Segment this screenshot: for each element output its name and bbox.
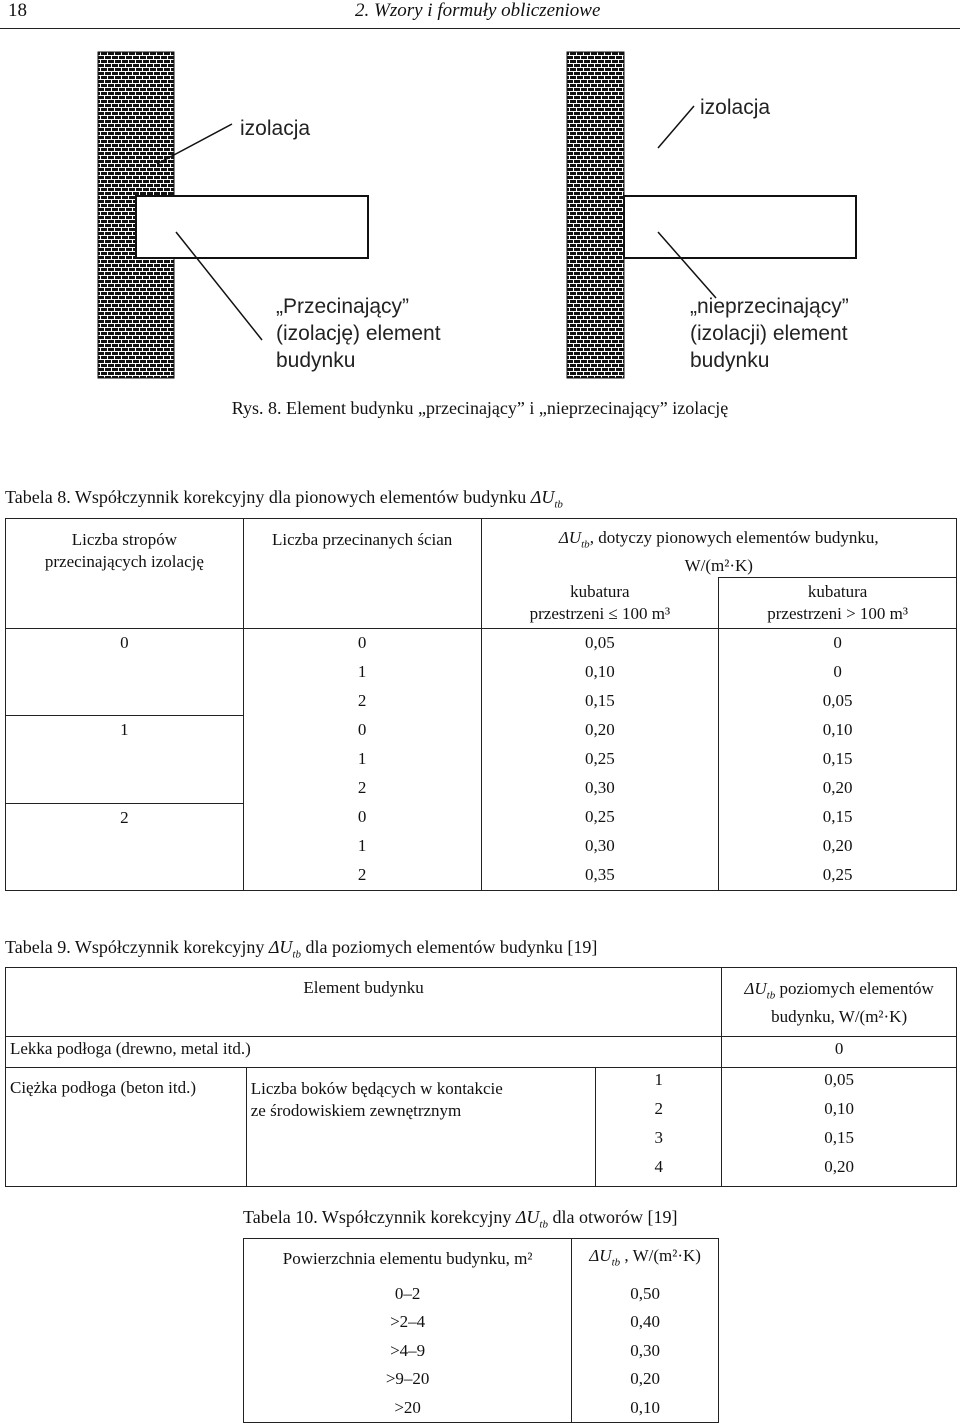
t8-subheader-large: kubatura przestrzeni > 100 m³ [719, 578, 957, 629]
right-insulation-label: izolacja [700, 96, 771, 119]
t8-cell-b: 0,20 [719, 774, 957, 803]
t8-cell-a: 0,15 [481, 687, 719, 716]
t10-header-area: Powierzchnia elementu budynku, m² [244, 1239, 572, 1280]
t8-cell-a: 0,25 [481, 745, 719, 774]
table-row [244, 1365, 719, 1394]
t10-cell-v: 0,40 [572, 1308, 719, 1337]
table-row [6, 629, 957, 658]
t9-sides-value: 0,10 [722, 1099, 957, 1128]
t8-cell-a: 0,20 [481, 716, 719, 745]
table-row [244, 1394, 719, 1423]
right-element-label [690, 293, 849, 374]
table9 [5, 967, 957, 1187]
table8 [5, 518, 957, 891]
table10-caption: Tabela 10. Współczynnik korekcyjny $\Delta U_{tb}$ dla otworów [19] [243, 1207, 678, 1231]
t8-header-sciany: Liczba przecinanych ścian [243, 519, 481, 629]
left-element-line2: (izolację) element [276, 322, 441, 345]
t9-light-floor: Lekka podłoga (drewno, metal itd.) [6, 1037, 722, 1068]
t8-cell-sciany: 2 [243, 774, 481, 803]
figure-caption: Rys. 8. Element budynku „przecinający” i „nieprzecinający” izolację [231, 398, 729, 418]
table-row [6, 687, 957, 716]
t9-sides-count: 1 [654, 1070, 664, 1089]
right-brick-wall [567, 52, 624, 378]
left-insulation-label: izolacja [240, 117, 311, 140]
t10-cell-area: >20 [244, 1394, 572, 1423]
t9-sides-count: 4 [596, 1157, 722, 1187]
running-header: 2. Wzory i formuły obliczeniowe [355, 0, 601, 21]
t9-sides-count: 3 [654, 1128, 664, 1147]
right-noncutting-element [624, 196, 856, 258]
t8-cell-stropy [6, 832, 244, 861]
t8-cell-a: 0,30 [481, 774, 719, 803]
t8-cell-b: 0,15 [719, 803, 957, 832]
t8-cell-b: 0,05 [719, 687, 957, 716]
t8-cell-a: 0,05 [481, 629, 719, 658]
t8-header-dUtb: $\Delta U_{tb}$, dotyczy pionowych elementów budynku, W/(m²·K) [481, 519, 956, 578]
t9-light-value: 0 [722, 1037, 957, 1068]
t9-sides-count: 2 [654, 1099, 664, 1118]
left-element-line1: „Przecinający” [276, 295, 410, 318]
t8-cell-sciany: 0 [243, 803, 481, 832]
t8-cell-b: 0,20 [719, 832, 957, 861]
t8-cell-sciany: 1 [243, 658, 481, 687]
right-element-line1: „nieprzecinający” [690, 295, 849, 318]
t8-header-stropy: Liczba stropów przecinających izolację [6, 519, 244, 629]
table-row [6, 774, 957, 803]
table-row [244, 1279, 719, 1308]
t10-cell-area: >9–20 [244, 1365, 572, 1394]
t9-header-element: Element budynku [6, 968, 722, 1037]
t10-cell-area: >2–4 [244, 1308, 572, 1337]
table-row [6, 832, 957, 861]
right-element-line2: (izolacji) element [690, 322, 848, 345]
t8-cell-stropy [6, 774, 244, 803]
t10-cell-area: 0–2 [244, 1279, 572, 1308]
header-rule [0, 28, 960, 29]
t8-subheader-small: kubatura przestrzeni ≤ 100 m³ [481, 578, 719, 629]
t9-sides-value: 0,15 [722, 1128, 957, 1157]
table-row [6, 803, 957, 832]
table9-caption: Tabela 9. Współczynnik korekcyjny $\Delta U_{tb}$ dla poziomych elementów budynku [19] [5, 937, 598, 961]
t9-header-value: $\Delta U_{tb}$ poziomych elementów budynku, W/(m²·K) [722, 968, 957, 1037]
t8-cell-stropy [6, 745, 244, 774]
t8-cell-stropy [6, 861, 244, 890]
t8-cell-b: 0 [719, 629, 957, 658]
t10-header-value: $\Delta U_{tb}$ , W/(m²·K) [572, 1239, 719, 1280]
table-row [6, 861, 957, 890]
left-element-label [276, 293, 441, 374]
t8-cell-stropy: 0 [6, 629, 244, 658]
t8-cell-b: 0,10 [719, 716, 957, 745]
t9-sides-label: Liczba boków będących w kontakcie ze środowiskiem zewnętrznym [246, 1068, 596, 1187]
t8-cell-b: 0,25 [719, 861, 957, 890]
t10-cell-v: 0,30 [572, 1337, 719, 1366]
t10-cell-area: >4–9 [244, 1337, 572, 1366]
table-row [6, 716, 957, 745]
t8-cell-stropy [6, 687, 244, 716]
t10-cell-v: 0,10 [572, 1394, 719, 1423]
t9-heavy-floor: Ciężka podłoga (beton itd.) [6, 1068, 247, 1187]
t8-cell-sciany: 1 [243, 745, 481, 774]
t8-cell-b: 0,15 [719, 745, 957, 774]
t8-cell-sciany: 1 [243, 832, 481, 861]
t8-cell-stropy [6, 658, 244, 687]
table-row [6, 745, 957, 774]
left-element-line3: budynku [276, 349, 356, 372]
t8-cell-stropy: 2 [6, 803, 244, 832]
t8-cell-sciany: 0 [243, 716, 481, 745]
table-row [244, 1337, 719, 1366]
table-row [244, 1308, 719, 1337]
t10-cell-v: 0,50 [572, 1279, 719, 1308]
table10 [243, 1238, 719, 1423]
right-element-line3: budynku [690, 349, 770, 372]
t8-cell-a: 0,30 [481, 832, 719, 861]
left-cutting-element [136, 196, 368, 258]
t8-cell-sciany: 2 [243, 861, 481, 890]
t8-cell-sciany: 2 [243, 687, 481, 716]
t8-cell-a: 0,10 [481, 658, 719, 687]
t8-cell-a: 0,35 [481, 861, 719, 890]
t10-cell-v: 0,20 [572, 1365, 719, 1394]
table8-caption: Tabela 8. Współczynnik korekcyjny dla pionowych elementów budynku $\Delta U_{tb}$ [5, 487, 563, 511]
t8-cell-sciany: 0 [243, 629, 481, 658]
t8-cell-stropy: 1 [6, 716, 244, 745]
table-row [6, 658, 957, 687]
page-number: 18 [8, 0, 27, 21]
t8-cell-a: 0,25 [481, 803, 719, 832]
t9-sides-value: 0,05 [722, 1068, 957, 1100]
t8-cell-b: 0 [719, 658, 957, 687]
t9-sides-value: 0,20 [722, 1157, 957, 1187]
